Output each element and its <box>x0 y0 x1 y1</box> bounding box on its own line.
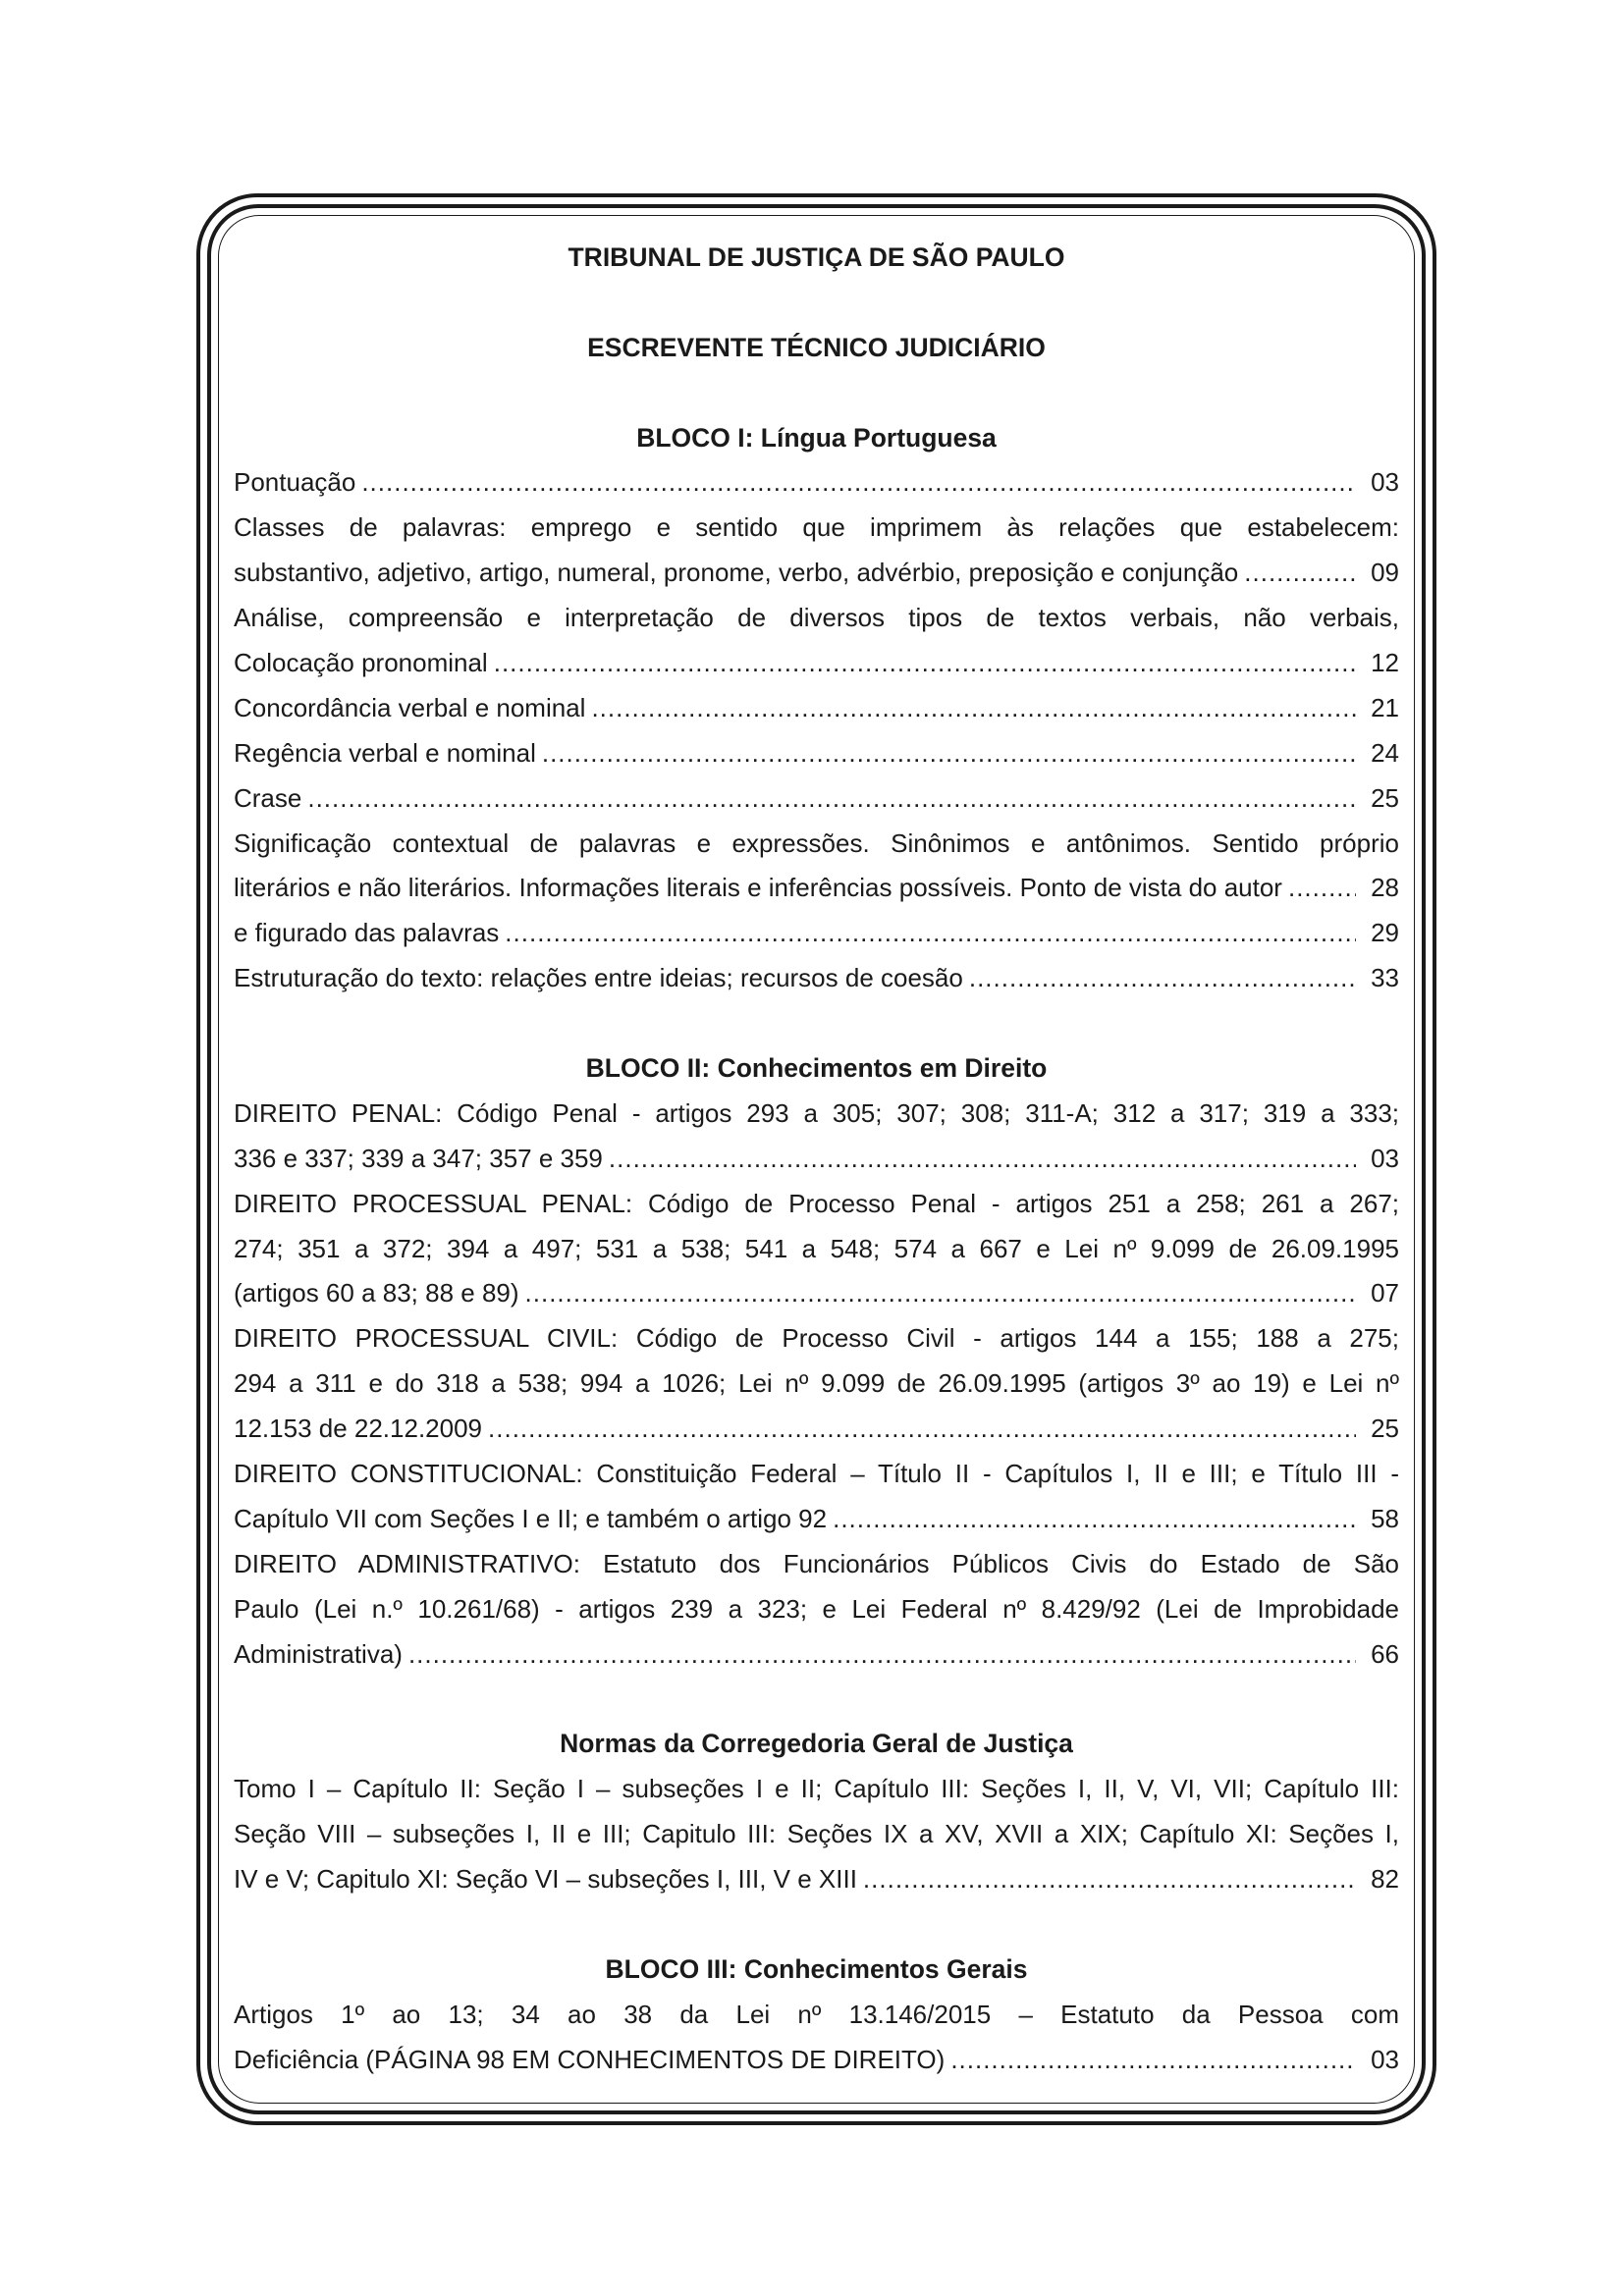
toc-entry-label: substantivo, adjetivo, artigo, numeral, pronome, verbo, advérbio, preposição e conjunção <box>234 558 1239 588</box>
toc-text-line: DIREITO CONSTITUCIONAL: Constituição Federal – Título II - Capítulos I, II e III; e Título III - <box>234 1459 1399 1489</box>
document-title: TRIBUNAL DE JUSTIÇA DE SÃO PAULO <box>568 242 1065 272</box>
toc-entry[interactable] <box>234 731 1399 776</box>
document-subtitle: ESCREVENTE TÉCNICO JUDICIÁRIO <box>587 332 1046 362</box>
toc-entry-label: IV e V; Capitulo XI: Seção VI – subseções I, III, V e XIII <box>234 1864 857 1895</box>
toc-entry[interactable] <box>234 686 1399 731</box>
table-of-contents <box>234 236 1399 2083</box>
toc-entry-label: Regência verbal e nominal <box>234 737 536 768</box>
toc-entry[interactable] <box>234 866 1399 911</box>
toc-text-line: DIREITO PENAL: Código Penal - artigos 293 a 305; 307; 308; 311-A; 312 a 317; 319 a 333; <box>234 1097 1399 1128</box>
toc-page-number: 66 <box>1371 1638 1399 1669</box>
toc-text-line: Seção VIII – subseções I, II e III; Capitulo III: Seções IX a XV, XVII a XIX; Capítulo XI: Seções I, <box>234 1819 1399 1849</box>
toc-entry-label: Estruturação do texto: relações entre ideias; recursos de coesão <box>234 963 963 993</box>
toc-entry-label: literários e não literários. Informações literais e inferências possíveis. Ponto de vista do autor <box>234 873 1282 903</box>
toc-text-line: Análise, compreensão e interpretação de diversos tipos de textos verbais, não verbais, <box>234 603 1399 633</box>
toc-entry[interactable] <box>234 911 1399 956</box>
toc-entry[interactable] <box>234 1857 1399 1902</box>
section-heading-bloco-2: BLOCO II: Conhecimentos em Direito <box>585 1053 1048 1084</box>
toc-page-number: 25 <box>1371 782 1399 813</box>
toc-page-number: 12 <box>1371 648 1399 678</box>
toc-page-number: 09 <box>1371 558 1399 588</box>
toc-page-number: 29 <box>1371 918 1399 948</box>
toc-entry-label: Deficiência (PÁGINA 98 EM CONHECIMENTOS DE DIREITO) <box>234 2044 946 2074</box>
toc-page-number: 24 <box>1371 737 1399 768</box>
toc-text-line: 274; 351 a 372; 394 a 497; 531 a 538; 541 a 548; 574 a 667 e Lei nº 9.099 de 26.09.1995 <box>234 1233 1399 1263</box>
toc-entry[interactable] <box>234 1407 1399 1452</box>
toc-entry[interactable] <box>234 776 1399 822</box>
toc-entry[interactable] <box>234 1271 1399 1316</box>
toc-text-line: Artigos 1º ao 13; 34 ao 38 da Lei nº 13.146/2015 – Estatuto da Pessoa com <box>234 1999 1399 2029</box>
toc-entry-label: e figurado das palavras <box>234 918 500 948</box>
toc-entry[interactable] <box>234 551 1399 596</box>
toc-page-number: 21 <box>1371 692 1399 722</box>
section-heading-normas: Normas da Corregedoria Geral de Justiça <box>560 1729 1073 1759</box>
toc-page-number: 25 <box>1371 1414 1399 1444</box>
toc-entry-label: 12.153 de 22.12.2009 <box>234 1414 483 1444</box>
toc-page-number: 28 <box>1371 873 1399 903</box>
toc-entry[interactable] <box>234 2038 1399 2083</box>
toc-text-line: Tomo I – Capítulo II: Seção I – subseções I e II; Capítulo III: Seções I, II, V, VI, VII; Capítulo III: <box>234 1774 1399 1804</box>
toc-entry-label: Crase <box>234 782 302 813</box>
toc-entry-label: Colocação pronominal <box>234 648 488 678</box>
toc-page-number: 58 <box>1371 1503 1399 1533</box>
toc-text-line: Classes de palavras: emprego e sentido que imprimem às relações que estabelecem: <box>234 512 1399 543</box>
toc-text-line: DIREITO PROCESSUAL CIVIL: Código de Processo Civil - artigos 144 a 155; 188 a 275; <box>234 1323 1399 1354</box>
section-heading-bloco-3: BLOCO III: Conhecimentos Gerais <box>605 1953 1028 1984</box>
toc-entry[interactable] <box>234 1497 1399 1542</box>
toc-text-line: DIREITO PROCESSUAL PENAL: Código de Processo Penal - artigos 251 a 258; 261 a 267; <box>234 1188 1399 1218</box>
toc-entry[interactable] <box>234 956 1399 1001</box>
toc-entry[interactable] <box>234 1632 1399 1678</box>
toc-entry[interactable] <box>234 1137 1399 1182</box>
toc-page-number: 03 <box>1371 467 1399 498</box>
toc-page-number: 03 <box>1371 1143 1399 1173</box>
toc-entry-label: 336 e 337; 339 a 347; 357 e 359 <box>234 1143 603 1173</box>
section-heading-bloco-1: BLOCO I: Língua Portuguesa <box>636 422 997 453</box>
toc-entry-label: Administrativa) <box>234 1638 403 1669</box>
toc-page-number: 33 <box>1371 963 1399 993</box>
toc-text-line: 294 a 311 e do 318 a 538; 994 a 1026; Lei nº 9.099 de 26.09.1995 (artigos 3º ao 19) e Lei nº <box>234 1368 1399 1399</box>
toc-entry[interactable] <box>234 641 1399 686</box>
toc-entry-label: Concordância verbal e nominal <box>234 692 586 722</box>
toc-entry-label: Pontuação <box>234 467 356 498</box>
toc-text-line: Paulo (Lei n.º 10.261/68) - artigos 239 a 323; e Lei Federal nº 8.429/92 (Lei de Improbidade <box>234 1593 1399 1624</box>
toc-page-number: 03 <box>1371 2044 1399 2074</box>
toc-text-line: DIREITO ADMINISTRATIVO: Estatuto dos Funcionários Públicos Civis do Estado de São <box>234 1548 1399 1578</box>
toc-entry-label: (artigos 60 a 83; 88 e 89) <box>234 1278 519 1308</box>
toc-entry[interactable] <box>234 460 1399 506</box>
toc-entry-label: Capítulo VII com Seções I e II; e também o artigo 92 <box>234 1503 828 1533</box>
toc-page-number: 07 <box>1371 1278 1399 1308</box>
toc-page-number: 82 <box>1371 1864 1399 1895</box>
toc-text-line: Significação contextual de palavras e expressões. Sinônimos e antônimos. Sentido próprio <box>234 828 1399 858</box>
